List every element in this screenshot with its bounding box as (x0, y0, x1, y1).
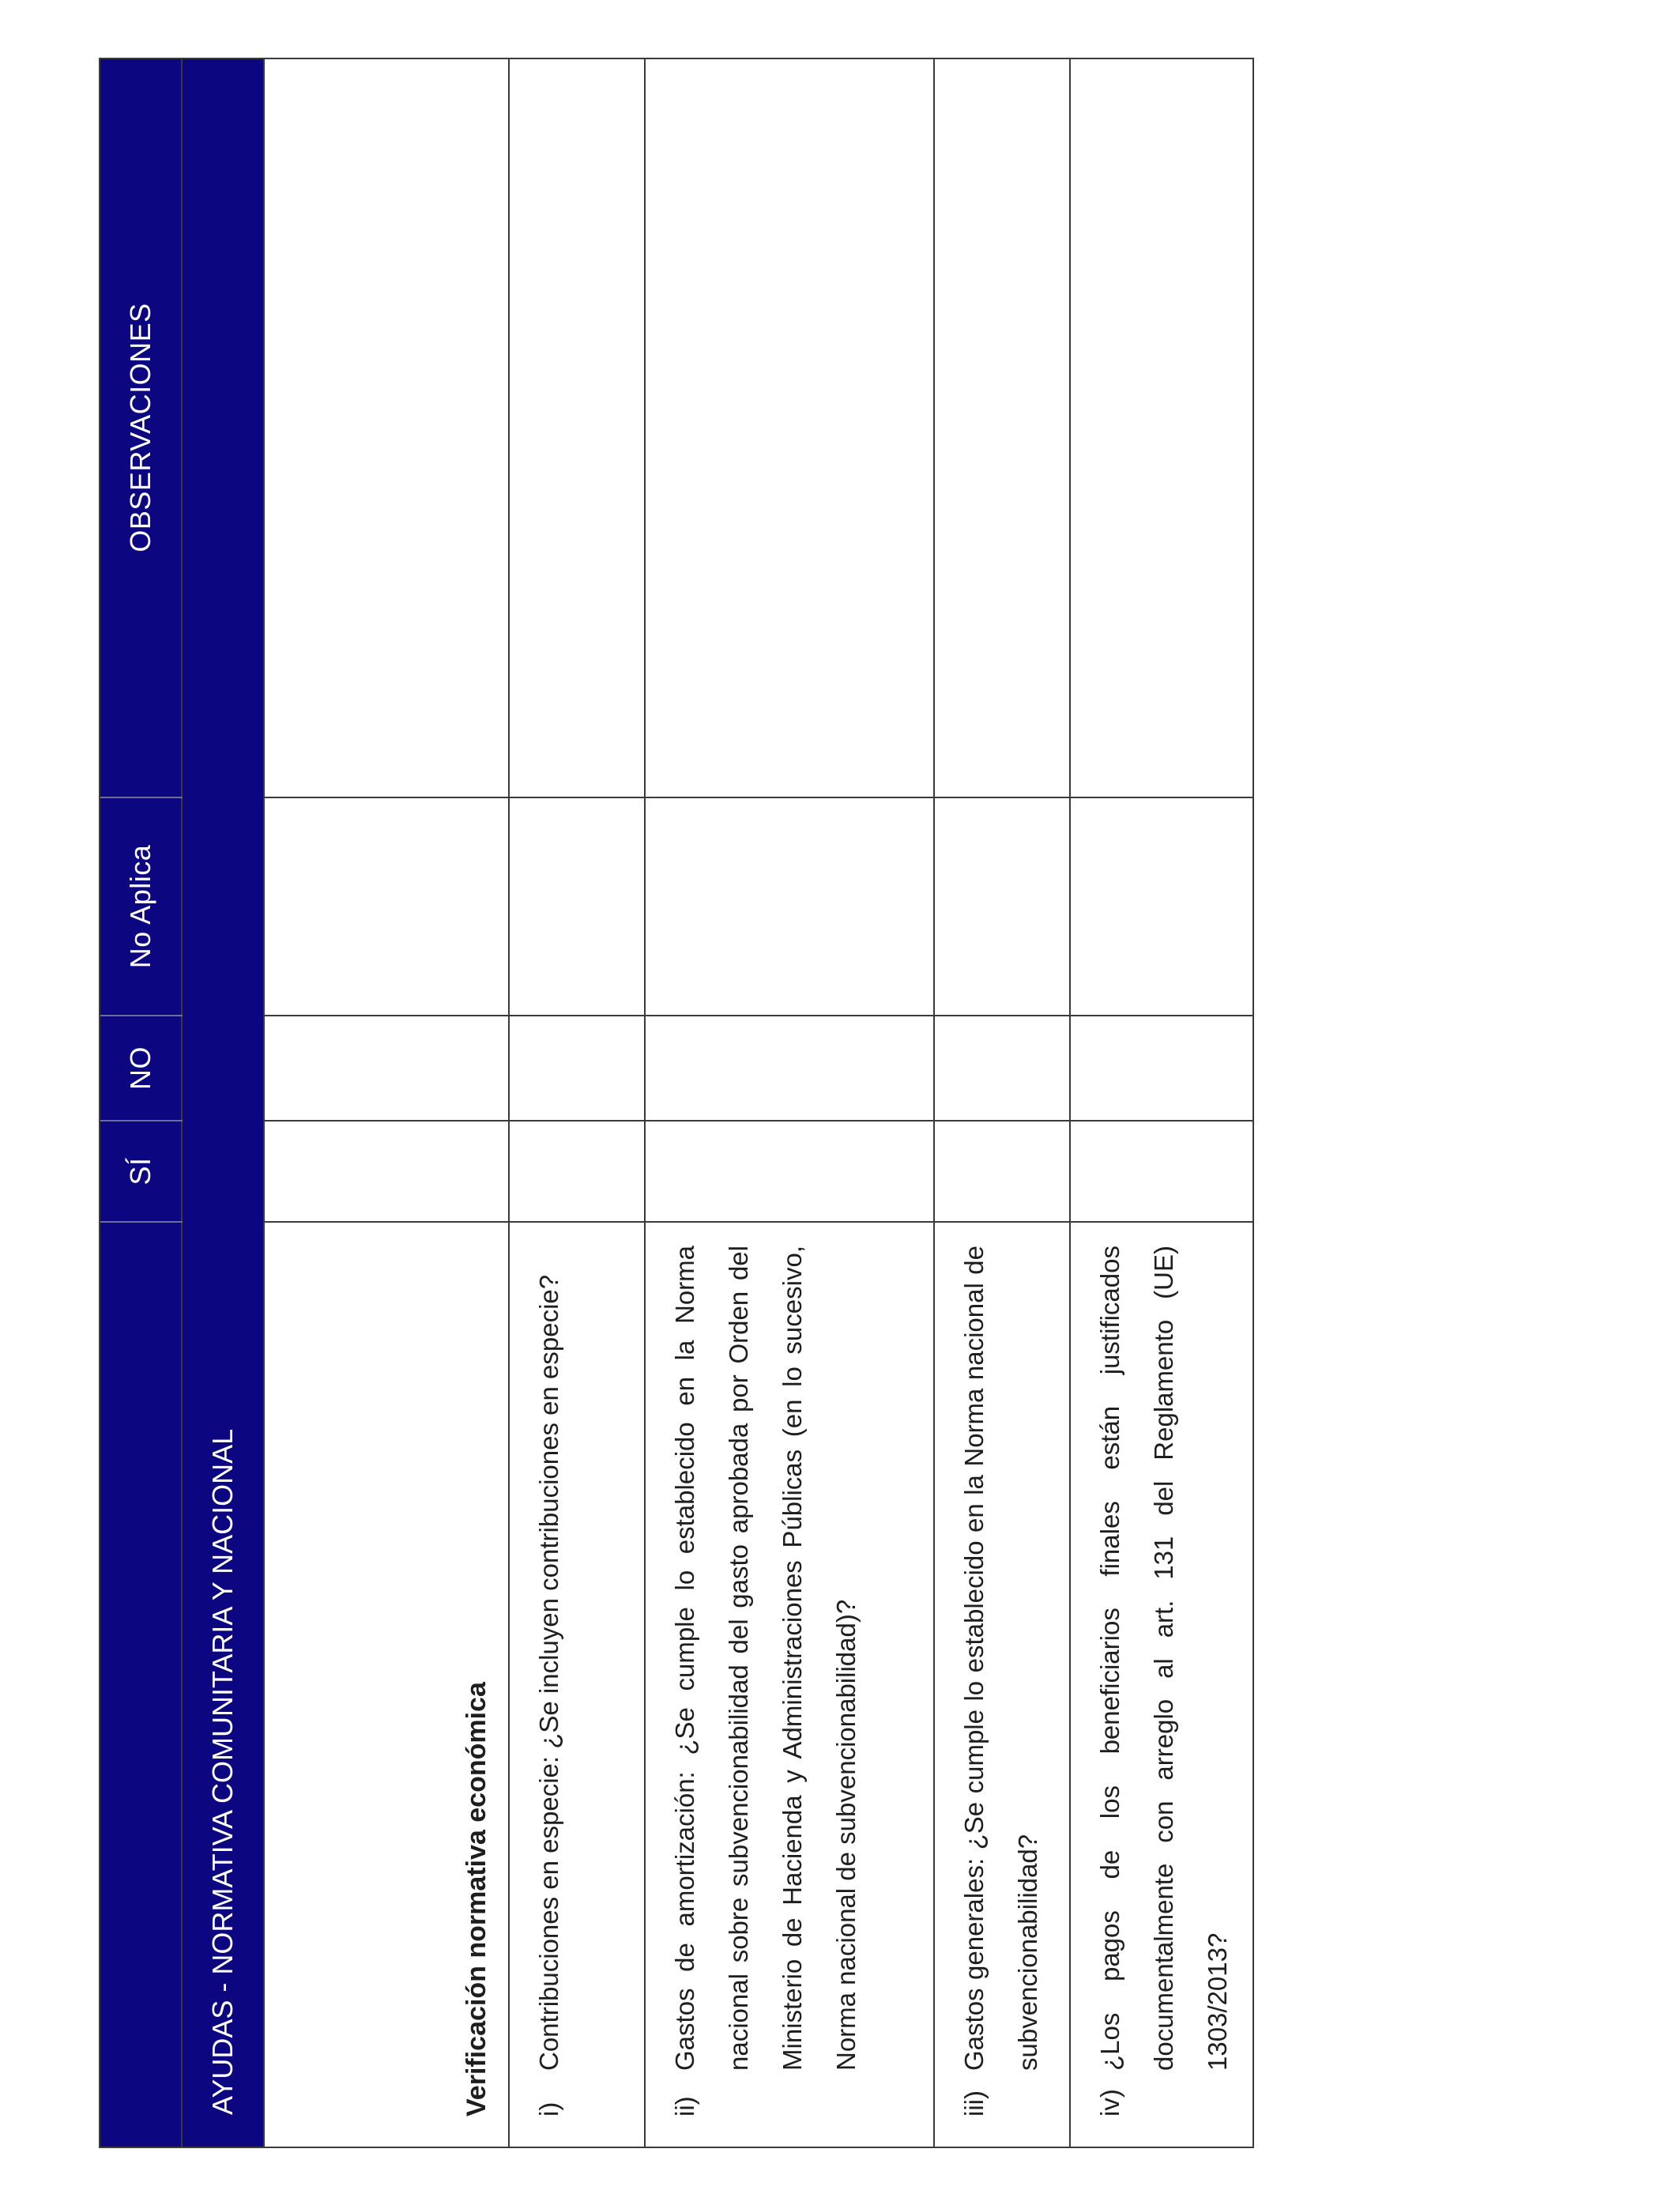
column-divider (265, 1221, 1252, 1223)
header-divider (100, 1120, 183, 1122)
column-header-si: SÍ (124, 1157, 156, 1186)
question-text: Gastos generales: ¿Se cumple lo establecido en la Norma nacional de subvencionabilidad? (959, 1246, 1042, 2071)
header-divider (100, 1221, 183, 1223)
question-number: iii) (959, 2090, 989, 2117)
subsection-title: Verificación normativa económica (461, 1682, 492, 2117)
question-cell (1071, 1222, 1252, 2147)
question-text: ¿Los pagos de los beneficiarios finales están justificados documentalmente con arreglo al art. 131 del Reglamento (UE) 1303/2013? (1095, 1246, 1232, 2071)
section-header-row (183, 59, 265, 2147)
subsection-row (265, 59, 508, 2147)
section-title: AYUDAS - NORMATIVA COMUNITARIA Y NACIONAL (206, 1428, 239, 2115)
column-header-no-aplica: No Aplica (124, 844, 156, 969)
question-cell (935, 1222, 1069, 2147)
question-row (933, 59, 1069, 2147)
question-number: ii) (670, 2096, 699, 2117)
column-header-row (100, 59, 183, 2147)
column-divider (265, 1015, 1252, 1016)
question-number: iv) (1095, 2089, 1124, 2117)
question-text: Contribuciones en especie: ¿Se incluyen contribuciones en especie? (534, 1274, 563, 2071)
column-divider (265, 1120, 1252, 1122)
question-cell (646, 1222, 933, 2147)
question-row (644, 59, 933, 2147)
column-header-no: NO (124, 1046, 156, 1090)
column-header-observaciones: OBSERVACIONES (124, 303, 156, 552)
question-text: Gastos de amortización: ¿Se cumple lo establecido en la Norma nacional sobre subvencionabilidad del gasto aprobada por Orden del Ministerio de Hacienda y Administraciones Públicas (en lo sucesivo, Norma nacional de subvencionabilidad)? (670, 1246, 861, 2071)
header-divider (100, 1015, 183, 1016)
question-number: i) (534, 2102, 563, 2117)
question-row (1069, 59, 1252, 2147)
question-row (508, 59, 644, 2147)
checklist-table (99, 58, 1254, 2148)
header-divider (100, 797, 183, 798)
question-cell (510, 1222, 644, 2147)
column-divider (265, 797, 1252, 798)
